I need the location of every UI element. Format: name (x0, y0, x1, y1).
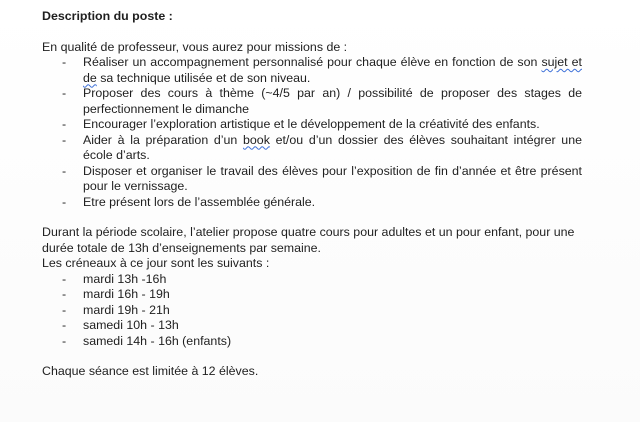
mission-text: Disposer et organiser le travail des élèves pour l’exposition de fin d’année et être présent pour le vernissage. (83, 163, 582, 193)
slot-item (42, 318, 582, 334)
closing-note: Chaque séance est limitée à 12 élèves. (42, 364, 259, 378)
section-title: Description du poste : (42, 9, 173, 23)
slots-intro: Les créneaux à ce jour sont les suivants : (42, 256, 270, 270)
mission-text: Etre présent lors de l’assemblée générale. (83, 194, 316, 209)
list-dash: - (62, 287, 67, 301)
list-dash: - (62, 86, 67, 100)
slot-item (42, 287, 582, 303)
schedule-paragraph: Durant la période scolaire, l’atelier propose quatre cours pour adultes et un pour enfant, pour une durée totale de 13h d’enseignements par semaine. (42, 225, 575, 255)
mission-item (42, 195, 582, 211)
list-dash: - (62, 333, 67, 348)
slot-item (42, 272, 582, 288)
slot-text: mardi 19h - 21h (83, 302, 170, 317)
paragraph-spacer (42, 349, 582, 364)
slot-text: mardi 13h -16h (83, 271, 167, 286)
slot-item (42, 334, 582, 350)
list-dash: - (62, 132, 67, 147)
mission-item (42, 133, 582, 164)
mission-text: Réaliser un accompagnement personnalisé pour chaque élève en fonction de son sujet et de sa technique utilisée et de son niveau. (83, 55, 582, 85)
list-dash: - (62, 194, 67, 209)
spellcheck-underlined-text[interactable]: book (243, 132, 270, 147)
list-dash: - (62, 55, 67, 69)
mission-text: Proposer des cours à thème (~4/5 par an) / possibilité de proposer des stages de perfectionnement le dimanche (83, 86, 582, 116)
list-dash: - (62, 117, 67, 131)
mission-text: Encourager l’exploration artistique et le développement de la créativité des enfants. (83, 117, 540, 131)
slot-text: samedi 10h - 13h (83, 318, 179, 332)
paragraph-spacer (42, 210, 582, 225)
mission-text: Aider à la préparation d’un book et/ou d’un dossier des élèves souhaitant intégrer une école d’arts. (83, 132, 582, 162)
slot-item (42, 303, 582, 319)
slot-text: mardi 16h - 19h (83, 287, 170, 301)
slot-text: samedi 14h - 16h (enfants) (83, 333, 232, 348)
list-dash: - (62, 163, 67, 178)
list-dash: - (62, 271, 67, 286)
document-body (42, 9, 582, 380)
mission-item (42, 117, 582, 133)
list-dash: - (62, 302, 67, 317)
list-dash: - (62, 318, 67, 332)
missions-list (42, 55, 582, 210)
missions-intro: En qualité de professeur, vous aurez pour missions de : (42, 39, 348, 54)
spellcheck-underlined-text[interactable]: sujet et de (83, 55, 582, 85)
slots-list (42, 272, 582, 350)
mission-item (42, 55, 582, 86)
mission-item (42, 86, 582, 117)
mission-item (42, 164, 582, 195)
